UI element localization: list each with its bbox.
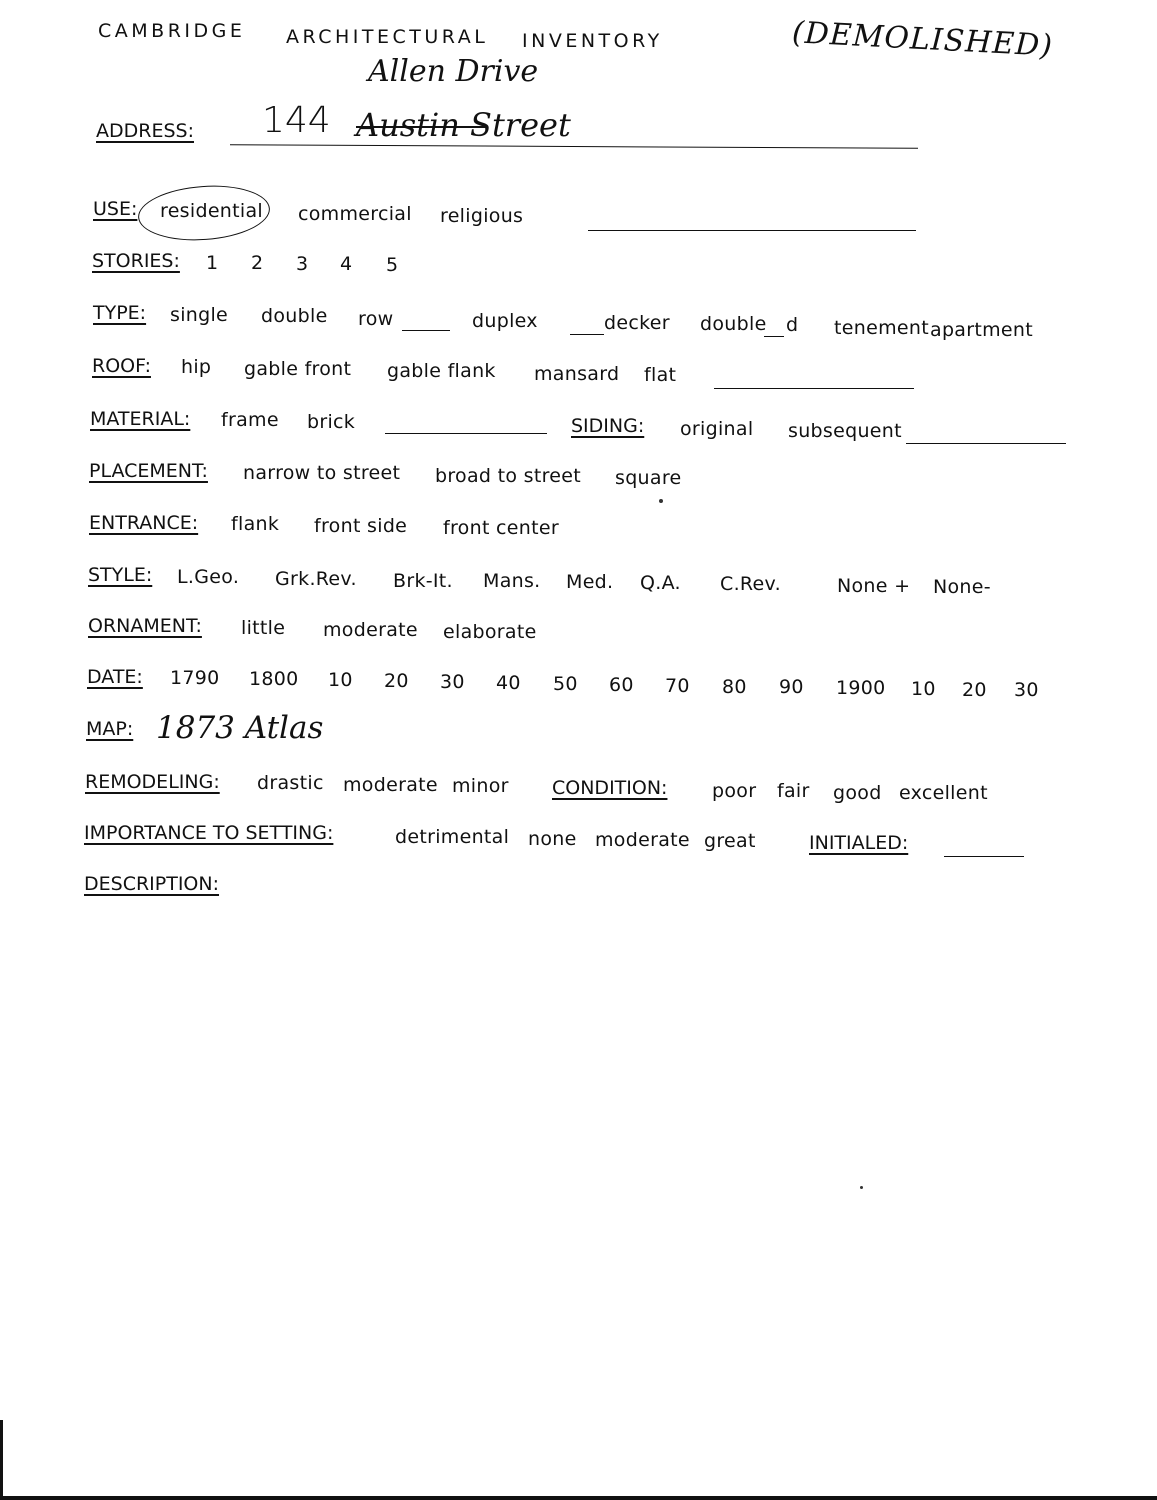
type-option-duplex: duplex [472,310,538,332]
roof-option-flat: flat [644,364,677,386]
type-option-d: d [786,314,799,336]
style-option-crev: C.Rev. [720,573,781,595]
stray-mark [659,499,663,503]
material-option-frame: frame [221,409,279,431]
date-option-1790: 1790 [170,667,220,689]
header-title-cambridge: CAMBRIDGE [98,20,246,42]
address-label: ADDRESS: [96,120,194,142]
type-double-d-blank [764,336,784,337]
stories-option-1: 1 [206,252,219,274]
use-option-commercial: commercial [298,203,412,225]
ornament-option-moderate: moderate [323,619,418,641]
roof-label: ROOF: [92,355,151,377]
initialed-line [944,856,1024,857]
initialed-label: INITIALED: [809,832,909,854]
importance-option-detrimental: detrimental [395,826,510,848]
address-correction: Allen Drive [368,54,539,89]
type-label: TYPE: [93,302,147,324]
siding-other-line [906,443,1066,444]
roof-option-mansard: mansard [534,363,620,385]
address-strikethrough [356,126,486,128]
condition-option-fair: fair [777,780,810,802]
condition-label: CONDITION: [552,777,668,799]
date-option-1900: 1900 [836,677,886,699]
style-option-med: Med. [566,571,614,593]
remodeling-option-drastic: drastic [257,772,324,794]
date-option-20: 20 [384,670,409,692]
importance-option-moderate: moderate [595,829,690,851]
date-option-80: 80 [722,676,747,698]
ornament-option-little: little [241,617,286,639]
style-option-mans: Mans. [483,570,541,592]
date-option-60: 60 [609,674,634,696]
use-option-religious: religious [440,205,524,227]
siding-label: SIDING: [571,415,645,437]
entrance-option-front-side: front side [314,515,408,537]
demolished-note: (DEMOLISHED) [791,15,1054,64]
date-option-1930: 30 [1014,679,1039,701]
importance-label: IMPORTANCE TO SETTING: [84,822,334,844]
placement-option-narrow: narrow to street [243,462,401,484]
address-line [230,144,918,149]
type-decker-blank [570,334,604,335]
date-option-70: 70 [665,675,690,697]
importance-option-great: great [704,830,756,852]
ornament-label: ORNAMENT: [88,615,202,637]
siding-option-original: original [680,418,754,440]
stories-option-5: 5 [386,254,399,276]
map-label: MAP: [86,718,134,740]
remodeling-label: REMODELING: [85,771,220,793]
header-title-architectural: ARCHITECTURAL [286,26,489,48]
placement-label: PLACEMENT: [89,460,208,482]
material-option-brick: brick [307,411,356,433]
placement-option-broad: broad to street [435,465,582,487]
type-option-apartment: apartment [930,319,1033,341]
entrance-option-flank: flank [231,513,280,535]
remodeling-option-minor: minor [452,775,509,797]
date-option-1920: 20 [962,679,987,701]
type-option-single: single [170,304,229,326]
ornament-option-elaborate: elaborate [443,621,537,643]
scan-border [0,1420,3,1500]
use-other-line [588,230,916,231]
date-option-10: 10 [328,669,353,691]
use-option-residential: residential [160,200,264,222]
date-label: DATE: [87,666,143,688]
stories-option-2: 2 [251,252,264,274]
stories-label: STORIES: [92,250,180,272]
importance-option-none: none [528,828,577,850]
date-option-30: 30 [440,671,465,693]
entrance-label: ENTRANCE: [89,512,199,534]
date-option-50: 50 [553,673,578,695]
condition-option-excellent: excellent [899,782,988,804]
description-label: DESCRIPTION: [84,873,220,895]
roof-option-gable-front: gable front [244,358,352,380]
roof-option-gable-flank: gable flank [387,360,496,382]
header-title-inventory: INVENTORY [522,30,663,52]
remodeling-option-moderate: moderate [343,774,438,796]
roof-option-hip: hip [181,356,212,378]
condition-option-poor: poor [712,780,757,802]
style-option-brkit: Brk-It. [393,570,453,592]
type-row-blank [402,330,450,331]
material-other-line [385,433,547,434]
type-option-row: row [358,308,394,330]
type-option-decker: decker [604,312,670,334]
roof-other-line [714,388,914,389]
address-number: 144 [262,100,331,141]
siding-option-subsequent: subsequent [788,420,902,442]
scan-border [0,1496,1157,1500]
style-option-none-minus: None- [933,576,991,598]
date-option-90: 90 [779,676,804,698]
stray-mark [860,1186,863,1189]
condition-option-good: good [833,782,882,804]
date-option-40: 40 [496,672,521,694]
type-option-tenement: tenement [834,317,929,339]
style-option-grkrev: Grk.Rev. [275,568,357,590]
material-label: MATERIAL: [90,408,191,430]
type-option-double: double [261,305,328,327]
placement-option-square: square [615,467,682,489]
date-option-1910: 10 [911,678,936,700]
entrance-option-front-center: front center [443,517,559,539]
stories-option-4: 4 [340,253,353,275]
stories-option-3: 3 [296,253,309,275]
address-struck-street: Austin Street [356,106,571,144]
style-option-lgeo: L.Geo. [177,566,240,588]
type-option-double-d: double [700,313,767,335]
map-value: 1873 Atlas [156,710,324,746]
style-label: STYLE: [88,564,153,586]
style-option-none-plus: None + [837,575,911,597]
date-option-1800: 1800 [249,668,299,690]
style-option-qa: Q.A. [640,572,681,594]
use-label: USE: [93,198,138,220]
